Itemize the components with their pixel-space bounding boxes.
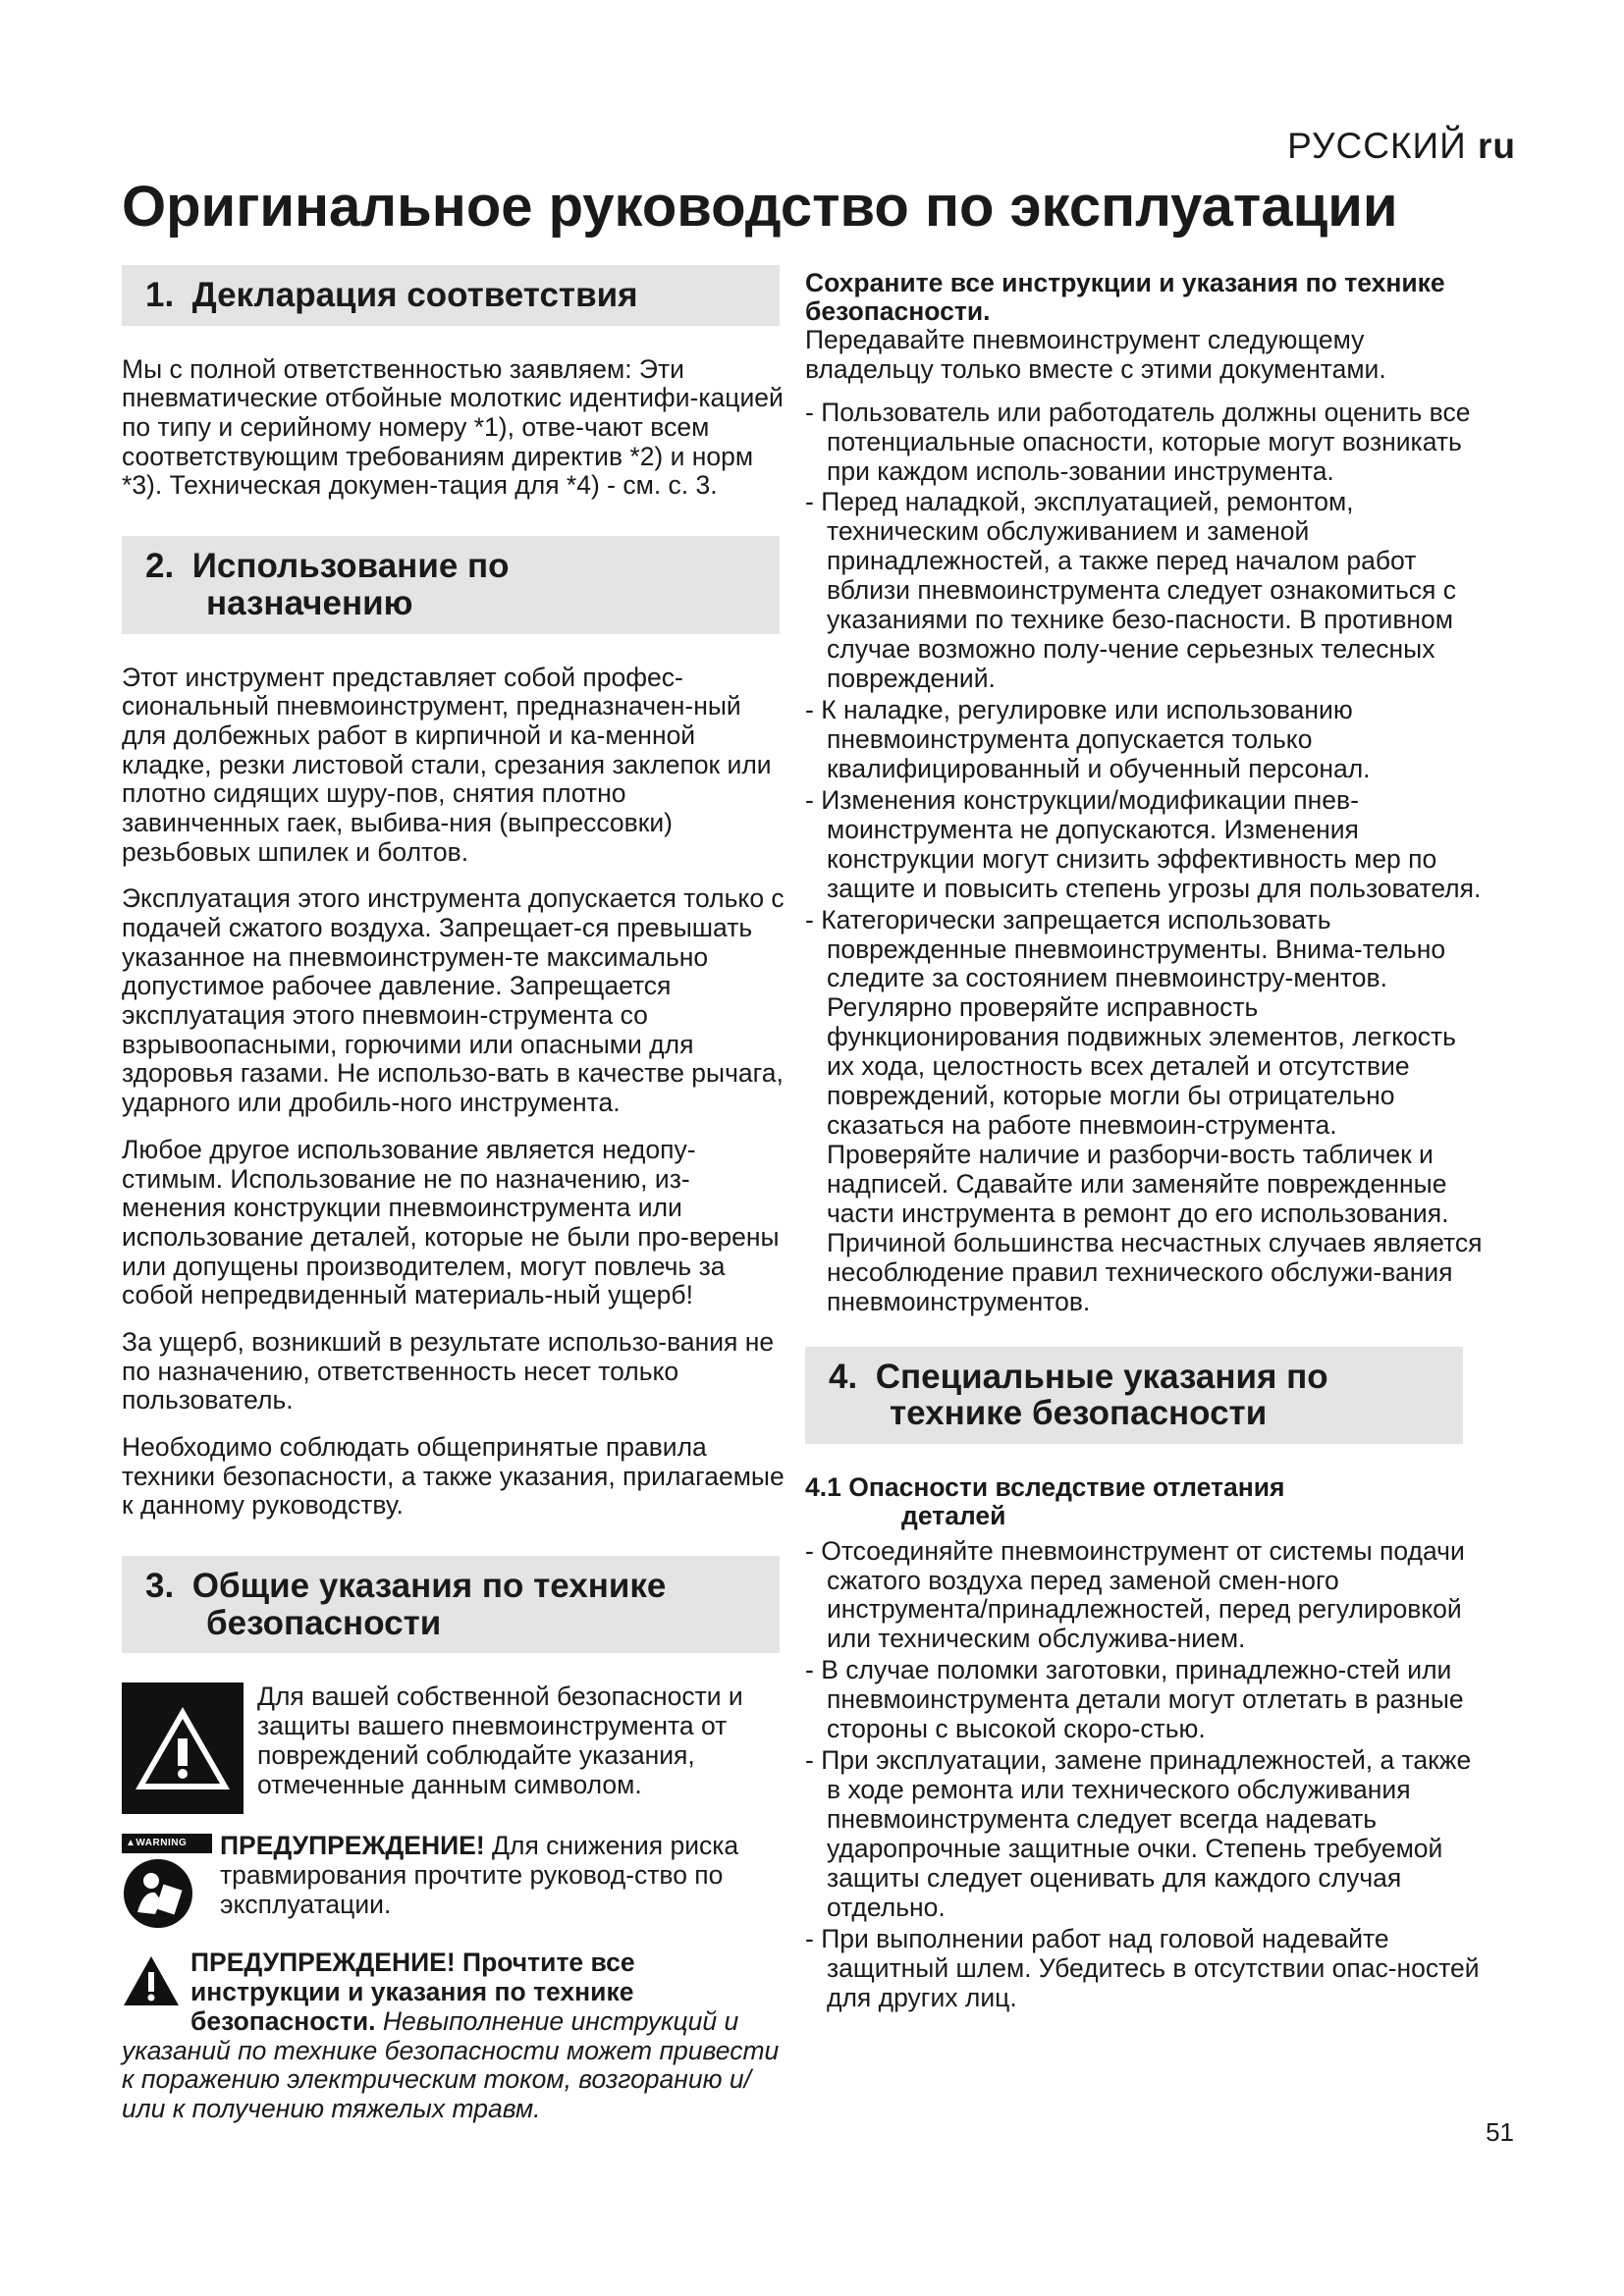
warning-triangle-small-icon: [122, 1954, 181, 2007]
read-instructions-warning: [122, 1949, 789, 2123]
page-number: 51: [1486, 2117, 1514, 2147]
section-2-title-line1: Использование по: [191, 547, 510, 586]
section-1-title: Декларация соответствия: [191, 276, 638, 314]
list-item: - Изменения конструкции/модификации пнев-моинструмента не допускаются. Изменения конструкции могут снизить эффективность мер по защите и повысить степень угрозы для пользователя.: [805, 784, 1482, 903]
section-4-title-line2: технике безопасности: [890, 1394, 1268, 1433]
read-manual-icon-group: [122, 1834, 212, 1935]
warning-2-text: Невыполнение инструкций и указаний по технике безопасности может привести к поражению электрическим током, возгоранию и/или к получению тяжелых травм.: [122, 2005, 780, 2123]
warning-triangle-icon: [122, 1682, 244, 1814]
right-column: [805, 269, 1483, 2015]
list-item: - При эксплуатации, замене принадлежностей, а также в ходе ремонта или технического обслуживания пневмоинструмента следует всегда надевать ударопрочные защитные очки. Степень требуемой защиты следует оценивать для каждого случая отдельно.: [805, 1745, 1472, 1922]
warning-badge: ▲WARNING: [122, 1834, 212, 1853]
keep-instructions-text: Передавайте пневмоинструмент следующему владельцу только вместе с этими документами.: [805, 325, 1386, 384]
general-safety-list: [805, 399, 1483, 1317]
section-4-title-line1: Специальные указания по: [875, 1357, 1328, 1396]
list-item: - Перед наладкой, эксплуатацией, ремонтом, техническим обслуживанием и заменой принадлежностей, а также перед началом работ вблизи пневмоинструмента следует ознакомиться с указаниями по технике безо-пасности. В противном случае возможно полу-чение серьезных телесных повреждений.: [805, 487, 1456, 694]
section-1-text: Мы с полной ответственностью заявляем: Эти пневматические отбойные молоткис идентифи-кацией по типу и серийному номеру *1), отве-чают всем соответствующим требованиям директив *2) и норм *3). Техническая докумен-тация для *4) - см. с. 3.: [122, 353, 784, 501]
list-item: - Пользователь или работодатель должны оценить все потенциальные опасности, которые могут возникать при каждом исполь-зовании инструмента.: [805, 397, 1471, 486]
list-item: - При выполнении работ над головой надевайте защитный шлем. Убедитесь в отсутствии опас-ностей для других лиц.: [805, 1923, 1480, 2012]
section-2-paragraph: За ущерб, возникший в результате использо-вания не по назначению, ответственность несет только пользователь.: [122, 1326, 775, 1415]
section-2-title-line2: назначению: [206, 583, 413, 622]
section-2-number: 2.: [145, 547, 175, 586]
page-title: Оригинальное руководство по эксплуатации: [122, 175, 1398, 239]
section-2-paragraph: Этот инструмент представляет собой профес-сиональный пневмоинструмент, предназначен-ный для долбежных работ в кирпичной и ка-менной кладке, резки листовой стали, срезания заклепок или плотно сидящих шуру-пов, снятия плотно завинченных гаек, выбива-ния (выпрессовки) резьбовых шпилек и болтов.: [122, 662, 772, 867]
safety-symbol-block: [122, 1682, 789, 1818]
section-2-paragraph: Необходимо соблюдать общепринятые правила техники безопасности, а также указания, прилагаемые к данному руководству.: [122, 1431, 785, 1521]
safety-symbol-text: Для вашей собственной безопасности и защиты вашего пневмоинструмента от повреждений соблюдайте указания, отмеченные данным символом.: [257, 1682, 743, 1799]
subsection-4-1-heading: [805, 1473, 1483, 1530]
section-2-paragraph: Любое другое использование является недопу-стимым. Использование не по назначению, из-менения конструкции пневмоинструмента или использование деталей, которые не были про-верены или допущены производителем, могут повлечь за собой непредвиденный материаль-ный ущерб!: [122, 1134, 780, 1310]
left-column: [122, 265, 789, 2138]
read-manual-icon: [122, 1857, 194, 1930]
subsection-4-1-number: 4.1: [805, 1472, 841, 1503]
list-item: - Категорически запрещается использовать поврежденные пневмоинструменты. Внима-тельно следите за состоянием пневмоинстру-ментов. Регулярно проверяйте исправность функционирования подвижных элементов, легкость их хода, целостность всех деталей и отсутствие повреждений, которые могли бы отрицательно сказаться на работе пневмоин-струмента. Проверяйте наличие и разборчи-вость табличек и надписей. Сдавайте или заменяйте поврежденные части инструмента в ремонт до его использования. Причиной большинства несчастных случаев является несоблюдение правил технического обслужи-вания пневмоинструментов.: [805, 904, 1483, 1316]
section-3-title-line1: Общие указания по технике: [191, 1566, 667, 1605]
warning-1-text: Для снижения риска травмирования прочтите руковод-ство по эксплуатации.: [220, 1831, 739, 1919]
language-label: [1287, 126, 1516, 167]
warning-badge-text: WARNING: [135, 1838, 188, 1849]
list-item: - Отсоединяйте пневмоинструмент от системы подачи сжатого воздуха перед заменой смен-ного инструмента/принадлежностей, перед регулировкой или техническим обслужива-нием.: [805, 1535, 1465, 1654]
language-code: ru: [1478, 126, 1516, 166]
section-2-paragraph: Эксплуатация этого инструмента допускается только с подачей сжатого воздуха. Запрещает-ся превышать указанное на пневмоинструмен-те максимально допустимое рабочее давление. Запрещается эксплуатация этого пневмоин-струмента со взрывоопасными, горючими или опасными для здоровья газами. Не использо-вать в качестве рычага, ударного или дробиль-ного инструмента.: [122, 883, 785, 1118]
flying-parts-list: [805, 1537, 1483, 2013]
read-manual-warning: [122, 1832, 789, 1935]
section-1-number: 1.: [145, 276, 175, 314]
section-3-number: 3.: [145, 1566, 175, 1605]
warning-1-label: ПРЕДУПРЕЖДЕНИЕ!: [220, 1831, 485, 1861]
section-2-heading: [122, 536, 780, 634]
list-item: - К наладке, регулировке или использованию пневмоинструмента допускается только квалифицированный и обученный персонал.: [805, 695, 1371, 783]
keep-instructions-heading: Сохраните все инструкции и указания по технике безопасности.: [805, 268, 1445, 327]
language-name: РУССКИЙ: [1287, 126, 1467, 166]
list-item: - В случае поломки заготовки, принадлежно-стей или пневмоинструмента детали могут отлетать в разные стороны с высокой скоро-стью.: [805, 1655, 1464, 1744]
section-3-title-line2: безопасности: [206, 1603, 442, 1642]
section-1-heading: [122, 265, 780, 326]
section-3-heading: [122, 1556, 780, 1654]
section-4-heading: [805, 1347, 1463, 1445]
subsection-4-1-title-line1: Опасности вследствие отлетания: [848, 1472, 1285, 1503]
section-4-number: 4.: [829, 1357, 858, 1396]
warning-2-label: ПРЕДУПРЕЖДЕНИЕ! Прочтите все инструкции и указания по технике безопасности.: [190, 1948, 635, 2036]
subsection-4-1-title-line2: деталей: [901, 1501, 1006, 1531]
